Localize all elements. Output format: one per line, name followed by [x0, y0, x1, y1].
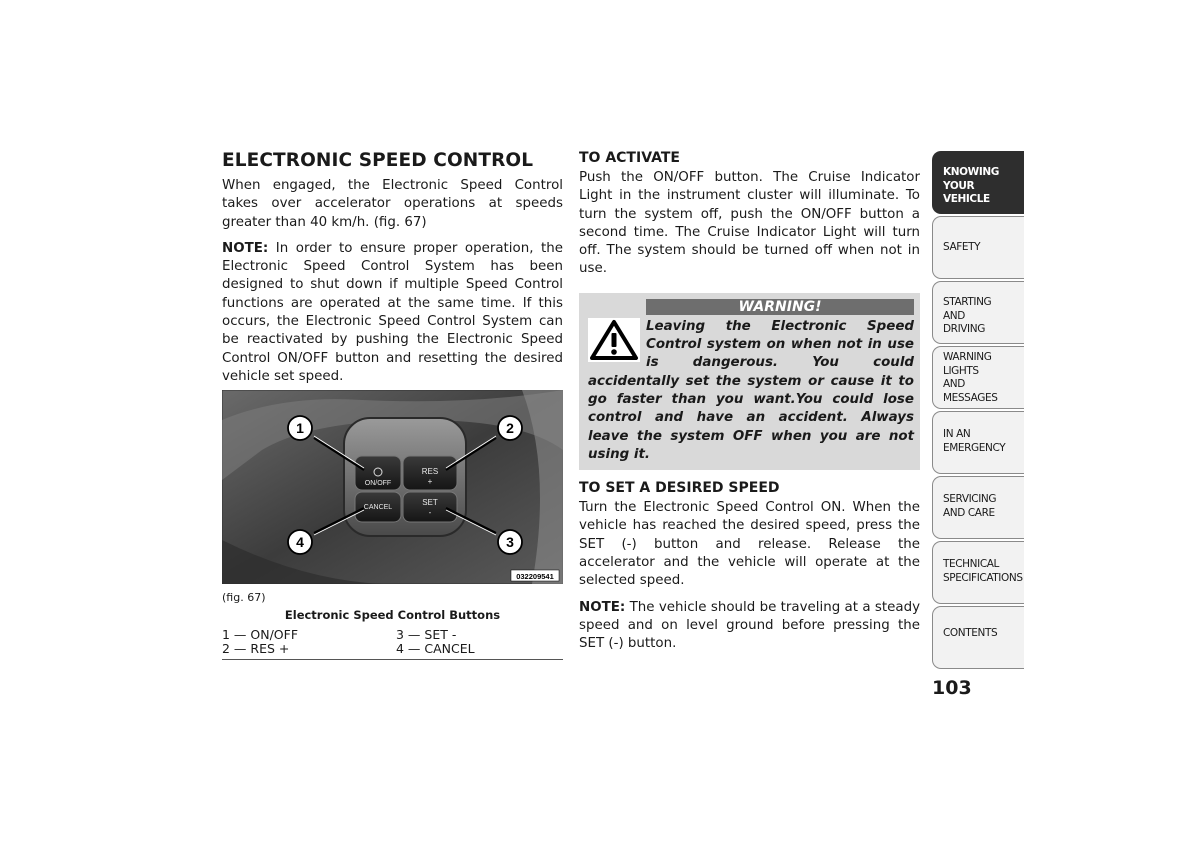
tab-label: CONTENTS — [943, 627, 998, 639]
res-button-label: RES — [421, 467, 439, 476]
callout-1: 1 — [296, 420, 304, 436]
image-code: 032209541 — [516, 572, 554, 581]
tab-safety[interactable] — [932, 216, 1024, 279]
legend-item: 2 — RES + — [222, 641, 290, 656]
tab-technical-specifications[interactable] — [932, 541, 1024, 604]
tab-in-an-emergency[interactable] — [932, 411, 1024, 474]
legend-item: 4 — CANCEL — [396, 641, 475, 656]
chapter-tabs — [932, 151, 1024, 671]
tab-label: SERVICING — [943, 493, 997, 505]
right-column — [579, 150, 920, 662]
note-text: In order to ensure proper operation, the Electronic Speed Control System has been designed to shut down if multiple Speed Control functions are operated at the same time. If this occurs, the Electronic Speed Control System can be reactivated by pushing the Electronic Speed Control ON/OFF button and resetting the desired vehicle set speed. — [222, 240, 563, 384]
left-column — [222, 150, 563, 394]
intro-paragraph: When engaged, the Electronic Speed Control takes over accelerator operations at speeds greater than 40 km/h. (fig. 67) — [222, 178, 563, 230]
tab-label: SPECIFICATIONS — [943, 571, 1023, 584]
tab-starting-and-driving[interactable] — [932, 281, 1024, 344]
warning-text: Leaving the Electronic Speed Control system on when not in use is dangerous. You could accidentally set the system or cause it to go faster than you want.You could lose control and have an accident. Always leave the system OFF when you are not using it. — [588, 318, 914, 462]
speed-control-figure — [222, 390, 563, 584]
note-label: NOTE: — [222, 240, 269, 256]
tab-label: VEHICLE — [943, 193, 990, 205]
activate-heading: TO ACTIVATE — [579, 150, 680, 166]
tab-label: STARTING — [943, 296, 992, 308]
activate-paragraph: Push the ON/OFF button. The Cruise Indicator Light in the instrument cluster will illuminate. To turn the system off, push the ON/OFF button a second time. The Cruise Indicator Light will turn off. The system should be turned off when not in use. — [579, 170, 920, 277]
tab-contents[interactable] — [932, 606, 1024, 669]
callout-4: 4 — [296, 534, 304, 550]
on-off-button-label: ON/OFF — [364, 480, 392, 487]
tab-label: KNOWING — [943, 166, 999, 178]
set-button-label: SET — [422, 498, 438, 507]
callout-2: 2 — [506, 420, 514, 436]
tab-label: EMERGENCY — [943, 441, 1006, 454]
tab-warning-lights-and-messages[interactable] — [932, 346, 1024, 409]
tab-servicing-and-care[interactable] — [932, 476, 1024, 539]
warning-triangle-icon — [588, 318, 640, 362]
tab-label: YOUR — [943, 179, 975, 192]
set-speed-paragraph: Turn the Electronic Speed Control ON. When the vehicle has reached the desired speed, press the SET (-) button and release. Release the accelerator and the vehicle will operate at the selected speed. — [579, 500, 920, 589]
tab-label: AND — [943, 309, 965, 322]
figure-caption: Electronic Speed Control Buttons — [284, 608, 501, 622]
figure-number: (fig. 67) — [222, 591, 266, 604]
set-speed-heading: TO SET A DESIRED SPEED — [579, 480, 780, 497]
set-button-sign: - — [428, 508, 432, 517]
tab-knowing-your-vehicle[interactable] — [932, 151, 1024, 214]
res-button-sign: + — [427, 477, 433, 486]
tab-label: AND CARE — [943, 506, 995, 519]
tab-label: WARNING — [943, 351, 992, 363]
note-label: NOTE: — [579, 599, 626, 615]
warning-label: WARNING! — [646, 299, 914, 315]
note-text: The vehicle should be traveling at a steady speed and on level ground before pressing the SET (-) button. — [579, 599, 920, 652]
note-paragraph-2 — [579, 599, 920, 654]
page-number: 103 — [932, 677, 972, 699]
tab-label: DRIVING — [943, 323, 985, 335]
tab-label: MESSAGES — [943, 391, 998, 404]
warning-box — [579, 293, 920, 470]
legend-item: 3 — SET - — [396, 627, 457, 642]
figure-legend — [222, 628, 563, 660]
legend-item: 1 — ON/OFF — [222, 627, 299, 642]
tab-label: AND — [943, 378, 965, 390]
tab-label: LIGHTS — [943, 364, 979, 377]
legend-row — [222, 628, 563, 642]
tab-label: SAFETY — [943, 241, 981, 253]
tab-label: IN AN — [943, 428, 971, 440]
legend-row — [222, 642, 563, 656]
cancel-button-label: CANCEL — [363, 504, 393, 511]
callout-3: 3 — [506, 534, 514, 550]
tab-label: TECHNICAL — [943, 558, 999, 570]
note-paragraph — [222, 240, 563, 386]
section-title: ELECTRONIC SPEED CONTROL — [222, 150, 534, 171]
